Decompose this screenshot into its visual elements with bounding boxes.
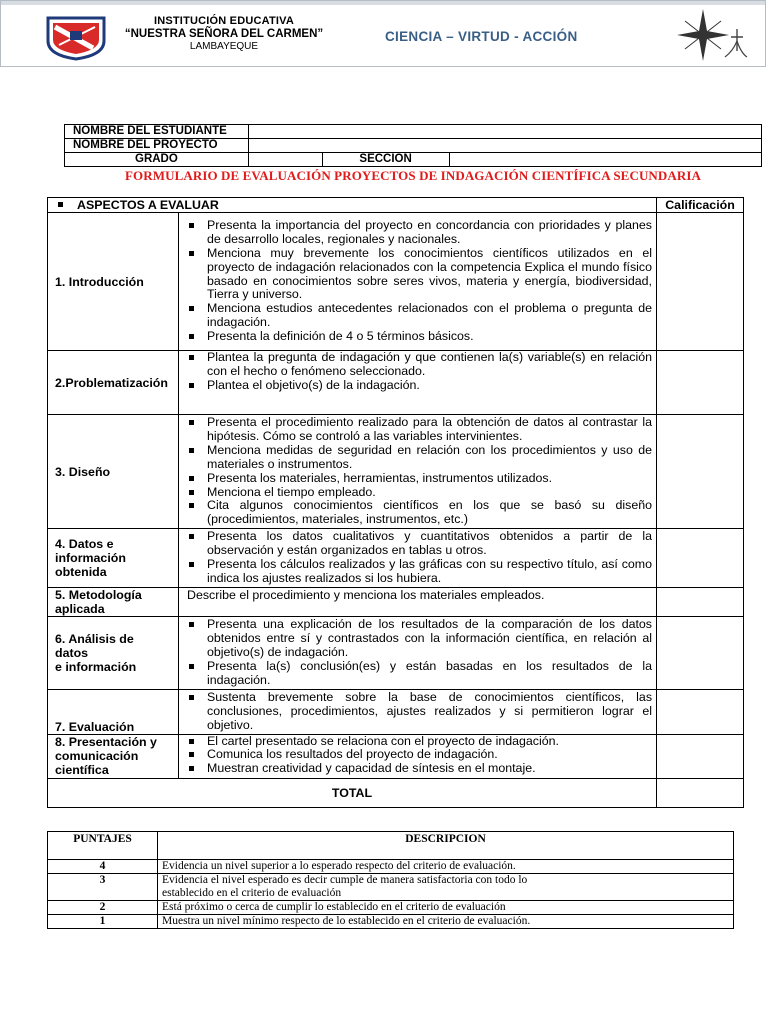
criteria-item: Presenta los cálculos realizados y las gráficas con su respectivo título, así como indica los ajustes realizados si los hubiera. [185, 558, 652, 586]
rubric-row [48, 213, 744, 351]
motto: CIENCIA – VIRTUD - ACCIÓN [385, 29, 578, 44]
scoring-row [48, 901, 734, 915]
criteria-cell [179, 529, 657, 588]
description-line: establecido en el criterio de evaluación [162, 887, 342, 899]
grade-cell[interactable] [657, 588, 744, 617]
rubric-row [48, 617, 744, 690]
aspect-label-line: datos [55, 646, 89, 661]
document-header [0, 0, 766, 67]
criteria-item: Presenta una explicación de los resultados de la comparación de los datos obtenidos entre sí y contrastados con la información científica, en relación al objetivo(s) de indagación. [185, 618, 652, 660]
rubric-row [48, 529, 744, 588]
criteria-item: Presenta los materiales, herramientas, instrumentos utilizados. [185, 472, 652, 486]
points-description: Evidencia un nivel superior a lo esperado respecto del criterio de evaluación. [158, 860, 734, 874]
rubric-header-row [48, 198, 744, 213]
criteria-item: Plantea el objetivo(s) de la indagación. [185, 379, 652, 393]
aspect-label: 1. Introducción [48, 213, 179, 351]
criteria-cell [179, 415, 657, 529]
aspect-label: 3. Diseño [48, 415, 179, 529]
total-row [48, 778, 744, 807]
criteria-item: Cita algunos conocimientos científicos en los que se basó su diseño (procedimientos, materiales, instrumentos, etc.) [185, 499, 652, 527]
form-title: FORMULARIO DE EVALUACIÓN PROYECTOS DE INDAGACIÓN CIENTÍFICA SECUNDARIA [124, 168, 702, 183]
criteria-cell [179, 734, 657, 778]
points-value: 1 [48, 915, 158, 929]
rubric-row [48, 415, 744, 529]
aspects-header-label: ASPECTOS A EVALUAR [77, 198, 219, 212]
section-field[interactable] [449, 153, 761, 167]
aspect-label: 8. Presentación y comunicación científica [48, 734, 179, 778]
criteria-item: Presenta la(s) conclusión(es) y están basadas en los resultados de la indagación. [185, 660, 652, 688]
points-description [158, 874, 734, 901]
criteria-item: Sustenta brevemente sobre la base de conocimientos científicos, las conclusiones, procedimientos, ajustes realizados y si permitieron lograr el objetivo. [185, 691, 652, 733]
criteria-item: Muestran creatividad y capacidad de síntesis en el montaje. [185, 762, 652, 776]
student-name-label: NOMBRE DEL ESTUDIANTE [65, 125, 249, 139]
grade-cell[interactable] [657, 351, 744, 415]
header-band [1, 1, 765, 5]
criteria-item: Presenta la importancia del proyecto en concordancia con prioridades y planes de desarrollo locales, regionales y nacionales. [185, 219, 652, 247]
scoring-row [48, 860, 734, 874]
aspect-label: 5. Metodología aplicada [48, 588, 179, 617]
aspect-label-line: 6. Análisis de [55, 632, 134, 647]
criteria-cell [179, 213, 657, 351]
scoring-header-row [48, 832, 734, 860]
points-value: 3 [48, 874, 158, 901]
scoring-row [48, 915, 734, 929]
points-header: PUNTAJES [48, 832, 158, 860]
grade-cell[interactable] [657, 689, 744, 734]
aspect-label: 7. Evaluación [48, 689, 179, 734]
description-line: Evidencia el nivel esperado es decir cumple de manera satisfactoria con todo lo [162, 874, 528, 886]
description-header: DESCRIPCION [158, 832, 734, 860]
criteria-item: Menciona el tiempo empleado. [185, 486, 652, 500]
grade-label: GRADO [65, 153, 249, 167]
rubric-row [48, 588, 744, 617]
aspects-header [48, 198, 657, 213]
criteria-item: Menciona estudios antecedentes relacionados con el problema o pregunta de indagación. [185, 302, 652, 330]
grade-cell[interactable] [657, 415, 744, 529]
grade-field[interactable] [248, 153, 322, 167]
criteria-cell [179, 689, 657, 734]
school-shield-icon [45, 15, 107, 61]
criteria-cell [179, 351, 657, 415]
scoring-row [48, 874, 734, 901]
criteria-text: Describe el procedimiento y menciona los materiales empleados. [179, 588, 657, 617]
student-info-table [64, 124, 762, 167]
rubric-row [48, 351, 744, 415]
project-name-label: NOMBRE DEL PROYECTO [65, 139, 249, 153]
aspect-label [48, 617, 179, 690]
institution-name: “NUESTRA SEÑORA DEL CARMEN” [124, 28, 324, 40]
rubric-table [47, 197, 744, 808]
criteria-cell [179, 617, 657, 690]
bullet-square-icon [58, 202, 63, 207]
aspect-label: 2.Problematización [48, 351, 179, 415]
scoring-table [47, 831, 734, 929]
grade-cell[interactable] [657, 734, 744, 778]
project-name-field[interactable] [248, 139, 761, 153]
compass-rose-cross-icon [673, 7, 749, 63]
points-value: 2 [48, 901, 158, 915]
aspect-label: 4. Datos e información obtenida [48, 529, 179, 588]
criteria-item: Menciona medidas de seguridad en relación con los procedimientos y uso de materiales o instrumentos. [185, 444, 652, 472]
criteria-item: Presenta el procedimiento realizado para la obtención de datos al contrastar la hipótesis. Cómo se controló a las variables intervinientes. [185, 416, 652, 444]
grade-cell[interactable] [657, 213, 744, 351]
grade-cell[interactable] [657, 529, 744, 588]
total-grade-cell[interactable] [657, 778, 744, 807]
criteria-item: El cartel presentado se relaciona con el proyecto de indagación. [185, 735, 652, 749]
points-description: Muestra un nivel mínimo respecto de lo establecido en el criterio de evaluación. [158, 915, 734, 929]
points-description: Está próximo o cerca de cumplir lo establecido en el criterio de evaluación [158, 901, 734, 915]
points-value: 4 [48, 860, 158, 874]
grade-cell[interactable] [657, 617, 744, 690]
rubric-row [48, 689, 744, 734]
criteria-item: Comunica los resultados del proyecto de indagación. [185, 748, 652, 762]
student-name-field[interactable] [248, 125, 761, 139]
criteria-item: Presenta la definición de 4 o 5 términos básicos. [185, 330, 652, 344]
criteria-item: Plantea la pregunta de indagación y que contienen la(s) variable(s) en relación con el hecho o fenómeno seleccionado. [185, 351, 652, 379]
criteria-item: Presenta los datos cualitativos y cuantitativos obtenidos a partir de la observación y están organizados en tablas u otros. [185, 530, 652, 558]
total-label: TOTAL [48, 778, 657, 807]
institution-type: INSTITUCIÓN EDUCATIVA [153, 15, 295, 27]
rubric-row [48, 734, 744, 778]
grade-header: Calificación [657, 198, 744, 213]
aspect-label-line: e información [55, 660, 137, 675]
criteria-item: Menciona muy brevemente los conocimientos científicos utilizados en el proyecto de indagación relacionados con la competencia Explica el mundo físico basado en conocimientos sobre seres vivos, materia y energía, biodiversidad, Tierra y universo. [185, 247, 652, 303]
section-label: SECCION [322, 153, 449, 167]
institution-city: LAMBAYEQUE [189, 41, 259, 52]
